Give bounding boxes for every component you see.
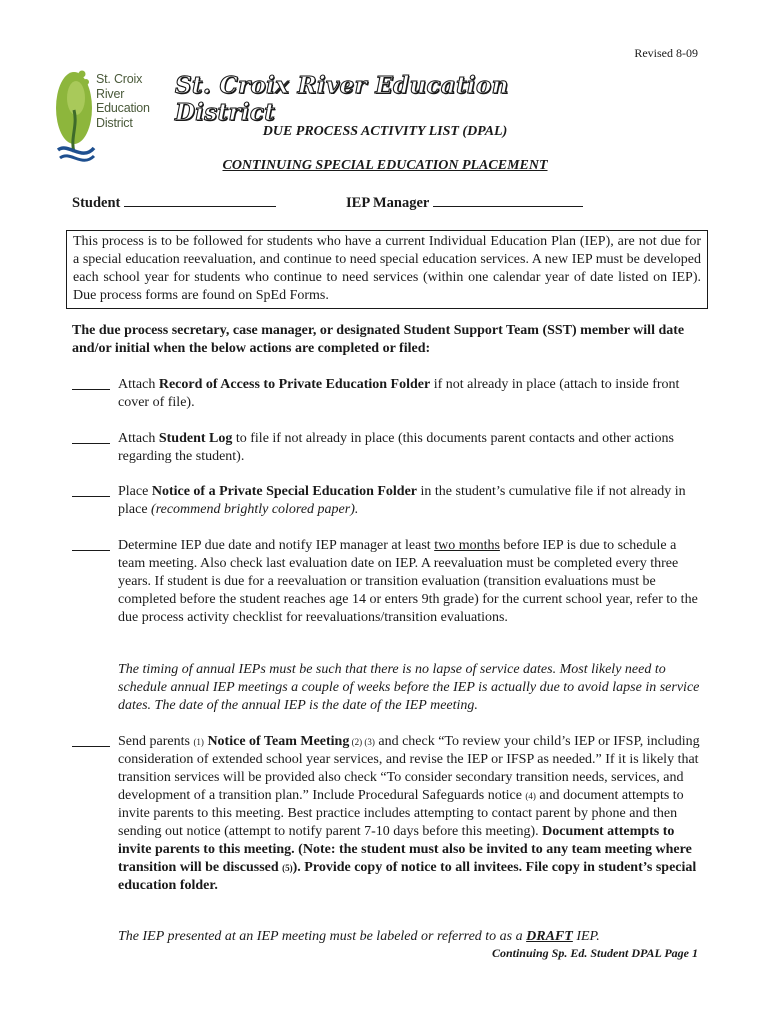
student-blank-line[interactable] xyxy=(124,194,276,207)
district-logo xyxy=(52,68,162,168)
logo-line: District xyxy=(96,115,133,130)
checklist-item-text: Determine IEP due date and notify IEP manager at least two months before IEP is due to schedule a team meeting. Also check last evaluation date on IEP. A reevaluation must be completed every three years. If student is due for a reevaluation or transition evaluation (transition evaluations must be completed before the student reaches age 14 or enters 9th grade) for the current school year, refer to the due process activity checklist for reevaluations/transition evaluations. xyxy=(118,538,698,625)
checklist-blank[interactable] xyxy=(72,733,110,747)
student-field[interactable] xyxy=(72,194,276,212)
checklist-item-team-meeting-notice xyxy=(72,733,702,895)
checklist-blank[interactable] xyxy=(72,430,110,444)
tree-icon xyxy=(52,68,100,168)
logo-line: St. Croix xyxy=(96,72,143,86)
timing-note: The timing of annual IEPs must be such that there is no lapse of service dates. Most likely need to schedule annual IEP meetings a couple of weeks before the IEP is actually due to avoid lapse in service dates. The date of the annual IEP is the date of the IEP meeting. xyxy=(118,662,700,713)
checklist-blank[interactable] xyxy=(72,483,110,497)
checklist-item-student-log xyxy=(72,430,702,466)
document-title: DUE PROCESS ACTIVITY LIST (DPAL) xyxy=(262,124,508,139)
checklist-item-record-of-access xyxy=(72,376,702,412)
checklist-item-text: Attach Record of Access to Private Education Folder if not already in place (attach to inside front cover of file). xyxy=(118,377,680,410)
revision-date: Revised 8-09 xyxy=(634,46,698,60)
draft-label: DRAFT xyxy=(526,929,573,944)
iep-manager-blank-line[interactable] xyxy=(433,194,583,207)
checklist-item-text: Send parents (1) Notice of Team Meeting (2) (3) and check “To review your child’s IEP or IFSP, including consideration of extended school year services, and revise the IEP or IFSP as needed.” If it is likely that transition services will be provided also check “To consider secondary transition needs, services, and development of a transition plan.” Include Procedural Safeguards notice (4) and document attempts to invite parents to this meeting. Best practice includes attempting to contact parent by phone and then sending out notice (attempt to notify parent 7-10 days before this meeting). Document attempts to invite parents to this meeting. (Note: the student must also be invited to any team meeting where transition will be discussed (5)). Provide copy of notice to all invitees. File copy in student’s special education folder. xyxy=(118,734,700,893)
checklist-blank[interactable] xyxy=(72,376,110,390)
process-description-box: This process is to be followed for students who have a current Individual Education Plan (IEP), are not due for a special education reevaluation, and continue to need special education services. A new IEP must be developed each school year for students who continue to need services (within one calendar year of date listed on IEP). Due process forms are found on SpEd Forms. xyxy=(66,230,708,309)
iep-manager-label: IEP Manager xyxy=(346,195,430,211)
district-title: St. Croix River Education District xyxy=(175,72,509,126)
instructions-intro: The due process secretary, case manager, or designated Student Support Team (SST) member will date and/or initial when the below actions are completed or filed: xyxy=(72,323,685,356)
checklist-item-text: Place Notice of a Private Special Education Folder in the student’s cumulative file if not already in place (recommend brightly colored paper). xyxy=(118,484,686,517)
checklist-item-private-folder-notice xyxy=(72,483,702,519)
document-subtitle: CONTINUING SPECIAL EDUCATION PLACEMENT xyxy=(222,158,548,173)
checklist-item-iep-due-date xyxy=(72,537,702,627)
logo-line: River xyxy=(96,86,125,101)
checklist-item-text: Attach Student Log to file if not already in place (this documents parent contacts and other actions regarding the student). xyxy=(118,431,674,464)
iep-manager-field[interactable] xyxy=(346,194,583,212)
page-footer: Continuing Sp. Ed. Student DPAL Page 1 xyxy=(491,946,698,960)
student-label: Student xyxy=(72,195,121,211)
checklist-blank[interactable] xyxy=(72,537,110,551)
logo-text xyxy=(96,72,150,130)
logo-line: Education xyxy=(96,101,150,115)
draft-iep-note: The IEP presented at an IEP meeting must be labeled or referred to as a DRAFT IEP. xyxy=(118,929,600,944)
